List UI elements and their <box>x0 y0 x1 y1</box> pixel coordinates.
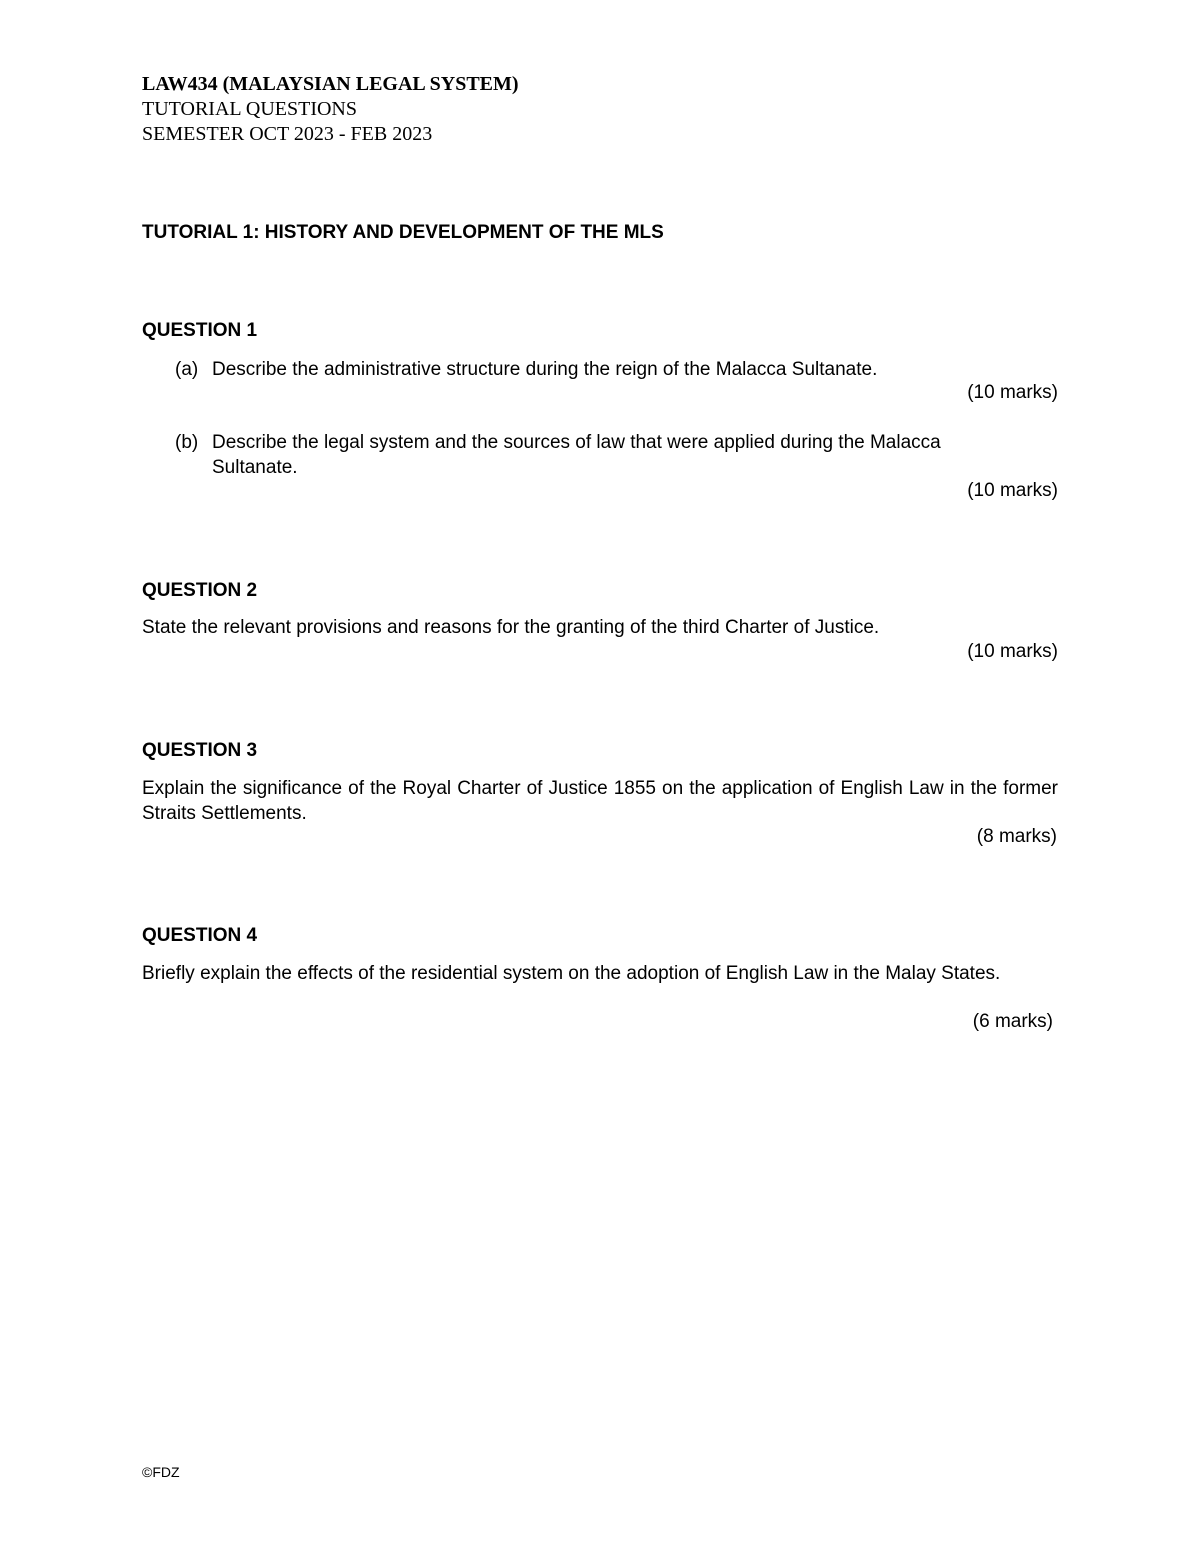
course-title: LAW434 (MALAYSIAN LEGAL SYSTEM) <box>142 73 519 95</box>
question-2-heading: QUESTION 2 <box>142 580 258 601</box>
question-1b-text: Describe the legal system and the sources of law that were applied during the Malacca Sultanate. <box>212 432 941 478</box>
question-4-text: Briefly explain the effects of the residential system on the adoption of English Law in the Malay States. <box>142 963 1001 984</box>
question-3-heading: QUESTION 3 <box>142 740 258 761</box>
question-1b-marks: (10 marks) <box>967 480 1058 501</box>
question-2-text: State the relevant provisions and reasons for the granting of the third Charter of Justice. <box>142 617 880 638</box>
question-1-heading: QUESTION 1 <box>142 320 258 341</box>
question-3-text: Explain the significance of the Royal Charter of Justice 1855 on the application of English Law in the former Straits Settlements. <box>142 778 1058 824</box>
copyright-footer: ©FDZ <box>142 1464 180 1480</box>
question-2-marks: (10 marks) <box>967 641 1058 662</box>
question-4-heading: QUESTION 4 <box>142 925 258 946</box>
question-4-marks: (6 marks) <box>972 1011 1053 1032</box>
question-1a-marks: (10 marks) <box>967 382 1058 403</box>
tutorial-title: TUTORIAL 1: HISTORY AND DEVELOPMENT OF THE MLS <box>142 222 664 243</box>
question-1a-label: (a) <box>175 359 199 380</box>
semester-line: SEMESTER OCT 2023 - FEB 2023 <box>142 123 433 145</box>
question-1b-label: (b) <box>175 432 199 453</box>
question-3-marks: (8 marks) <box>976 826 1057 847</box>
document-subtitle: TUTORIAL QUESTIONS <box>142 98 357 120</box>
question-1a-text: Describe the administrative structure during the reign of the Malacca Sultanate. <box>212 359 878 380</box>
